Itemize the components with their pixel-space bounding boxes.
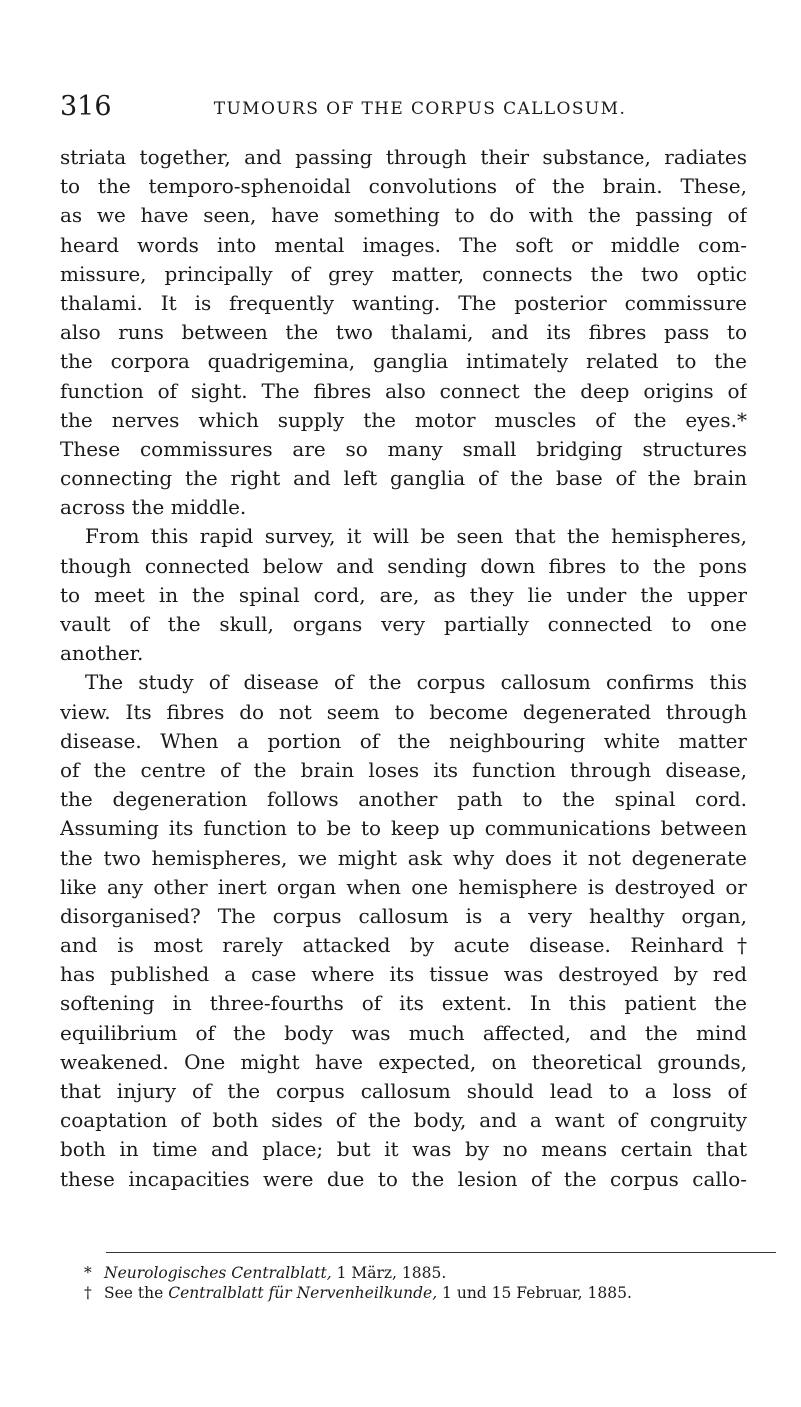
page-header: [60, 89, 750, 129]
footnote-mark: †: [84, 1284, 92, 1302]
text-line: view. Its fibres do not seem to become degenerated through: [60, 699, 747, 724]
text-line: to the temporo-sphenoidal convolutions of the brain. These,: [60, 174, 747, 199]
footnote-citation: 1 März, 1885.: [331, 1264, 447, 1282]
text-line: thalami. It is frequently wanting. The posterior commissure: [60, 290, 747, 315]
footnote-mark: *: [84, 1264, 92, 1282]
text-line: like any other inert organ when one hemisphere is destroyed or: [60, 874, 747, 899]
running-head: TUMOURS OF THE CORPUS CALLOSUM.: [213, 99, 627, 119]
text-line: another.: [60, 641, 144, 666]
text-line: connecting the right and left ganglia of the base of the brain: [60, 466, 747, 491]
text-line: weakened. One might have expected, on theoretical grounds,: [60, 1049, 747, 1074]
text-line: to meet in the spinal cord, are, as they lie under the upper: [60, 582, 747, 607]
text-line: the degeneration follows another path to the spinal cord.: [60, 787, 747, 812]
text-line: as we have seen, have something to do with the passing of: [60, 203, 747, 228]
text-line: the two hemispheres, we might ask why does it not degenerate: [60, 845, 747, 870]
text-line: disease. When a portion of the neighbouring white matter: [60, 728, 747, 753]
text-line: striata together, and passing through their substance, radiates: [60, 145, 747, 169]
footnote: [84, 1263, 764, 1283]
text-line: has published a case where its tissue was destroyed by red: [60, 962, 747, 987]
footnotes: [84, 1263, 764, 1303]
text-line: these incapacities were due to the lesion of the corpus callo-: [60, 1166, 747, 1191]
text-line: Assuming its function to be to keep up communications between: [60, 816, 747, 841]
text-line: heard words into mental images. The soft or middle com-: [60, 232, 747, 257]
footnote-citation: 1 und 15 Februar, 1885.: [437, 1284, 632, 1302]
text-line: the corpora quadrigemina, ganglia intimately related to the: [60, 349, 747, 374]
footnote-prefix: See the: [104, 1284, 169, 1302]
text-line: The study of disease of the corpus callosum confirms this: [85, 670, 747, 695]
body-text: [60, 143, 747, 1194]
text-line: though connected below and sending down fibres to the pons: [60, 553, 747, 578]
text-line: vault of the skull, organs very partially connected to one: [60, 612, 747, 636]
text-line: that injury of the corpus callosum should lead to a loss of: [60, 1079, 747, 1103]
text-line: coaptation of both sides of the body, and a want of congruity: [60, 1108, 747, 1133]
footnote-source-title: Centralblatt für Nervenheilkunde,: [168, 1284, 438, 1302]
text-line: missure, principally of grey matter, connects the two optic: [60, 261, 747, 286]
text-line: of the centre of the brain loses its function through disease,: [60, 757, 747, 782]
text-line: across the middle.: [60, 495, 247, 520]
page-number: 316: [60, 91, 112, 122]
text-line: equilibrium of the body was much affected, and the mind: [60, 1020, 747, 1045]
text-line: also runs between the two thalami, and its fibres pass to: [60, 320, 747, 345]
footnote-source-title: Neurologisches Centralblatt,: [104, 1264, 332, 1282]
text-line: both in time and place; but it was by no means certain that: [60, 1137, 747, 1162]
text-line: and is most rarely attacked by acute disease. Reinhard†: [60, 933, 747, 958]
text-line: the nerves which supply the motor muscles of the eyes.*: [60, 407, 747, 432]
footnote: [84, 1283, 764, 1303]
footnote-rule: [106, 1252, 776, 1253]
text-line: disorganised? The corpus callosum is a very healthy organ,: [60, 903, 747, 928]
text-line: From this rapid survey, it will be seen that the hemispheres,: [85, 524, 747, 549]
text-line: These commissures are so many small bridging structures: [60, 436, 747, 461]
text-line: function of sight. The fibres also connect the deep origins of: [60, 378, 747, 403]
text-line: softening in three-fourths of its extent. In this patient the: [60, 991, 747, 1016]
